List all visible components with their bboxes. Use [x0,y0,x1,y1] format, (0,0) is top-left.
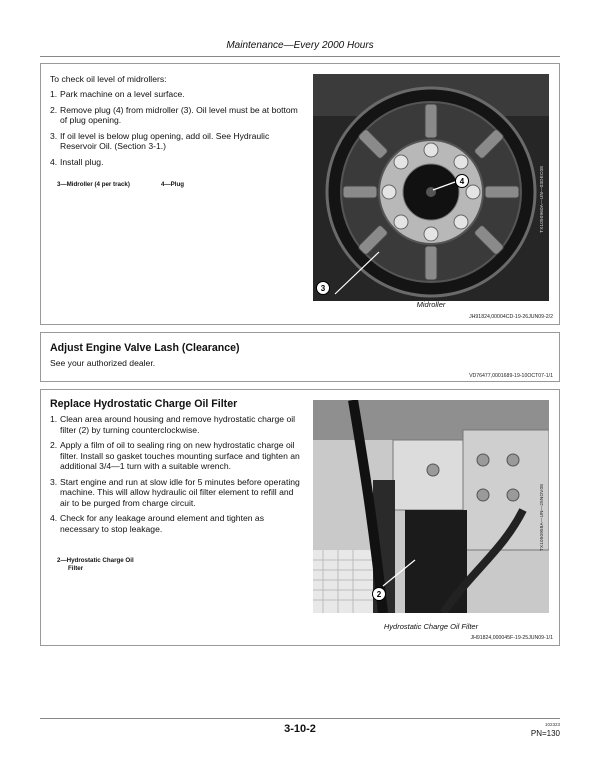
step-text: Install plug. [60,156,104,167]
step-text: Apply a film of oil to sealing ring on new hydrostatic charge oil filter. Install so gasket touches mounting surface and tighten an additional 3/4—1 turn with a suitable wrench. [60,440,300,471]
page-code: 102323 [544,722,560,727]
step-text: Remove plug (4) from midroller (3). Oil level must be at bottom of plug opening. [60,104,298,125]
step-number: 1. [50,89,58,99]
charge-filter-section [40,389,560,646]
callout-legend [57,557,257,573]
photo-caption: Hydrostatic Charge Oil Filter [383,622,479,631]
step-number: 2. [50,440,58,450]
charge-filter-illustration [313,400,549,613]
callout-filter-cont: Filter [68,565,84,572]
callout-marker-plug: 4 [455,174,469,188]
step-text: Park machine on a level surface. [60,89,185,99]
callout-legend [57,181,297,188]
midroller-photo [313,74,549,301]
step-number: 1. [50,414,58,424]
callout-plug: 4—Plug [161,181,185,188]
callout-midroller: 3—Midroller (4 per track) [57,181,130,188]
step-item [50,105,298,126]
step-item [50,513,300,534]
step-item [50,440,300,472]
midroller-section [40,63,560,325]
section-text: See your authorized dealer. [50,358,156,368]
reference-code: JH91824,000045F-19-25JUN09-1/1 [470,635,553,641]
step-text: If oil level is below plug opening, add oil. See Hydraulic Reservoir Oil. (Section 3-1.) [60,130,270,151]
step-item [50,89,298,100]
valve-lash-section [40,332,560,382]
header-divider [40,56,560,57]
photo-id: TX1050958A—UN—25NOV08 [539,484,544,552]
pn-number: PN=130 [530,729,560,738]
callout-marker-midroller: 3 [316,281,330,295]
callout-marker-filter: 2 [372,587,386,601]
step-text: Clean area around housing and remove hydrostatic charge oil filter (2) by turning counterclockwise. [60,414,296,435]
step-item [50,414,300,435]
footer-divider [40,718,560,719]
reference-code: JH91824,00004CD-19-26JUN09-2/2 [469,314,553,320]
photo-id: TX1050960A—UN—03DEC08 [539,166,544,233]
step-list [50,414,300,539]
step-number: 4. [50,156,58,167]
step-item [50,157,298,168]
charge-filter-photo [313,400,549,613]
step-list [50,89,298,172]
step-item [50,477,300,509]
section-intro: To check oil level of midrollers: [50,74,167,84]
step-number: 4. [50,513,58,523]
photo-caption: Midroller [416,300,446,309]
step-number: 3. [50,476,58,487]
page-number: 3-10-2 [284,723,316,735]
reference-code: VD76477,0001689-19-10OCT07-1/1 [469,373,553,379]
step-text: Check for any leakage around element and tighten as necessary to stop leakage. [60,513,264,534]
callout-filter: 2—Hydrostatic Charge Oil [57,557,134,564]
step-number: 3. [50,130,58,141]
step-item [50,131,298,152]
step-text: Start engine and run at slow idle for 5 minutes before operating machine. This will allow hydraulic oil filter element to refill and air to be purged from charge circuit. [60,476,300,508]
running-header: Maintenance—Every 2000 Hours [226,40,374,51]
step-number: 2. [50,104,58,115]
section-title: Adjust Engine Valve Lash (Clearance) [50,342,240,354]
midroller-illustration [313,74,549,301]
section-title: Replace Hydrostatic Charge Oil Filter [50,398,238,410]
